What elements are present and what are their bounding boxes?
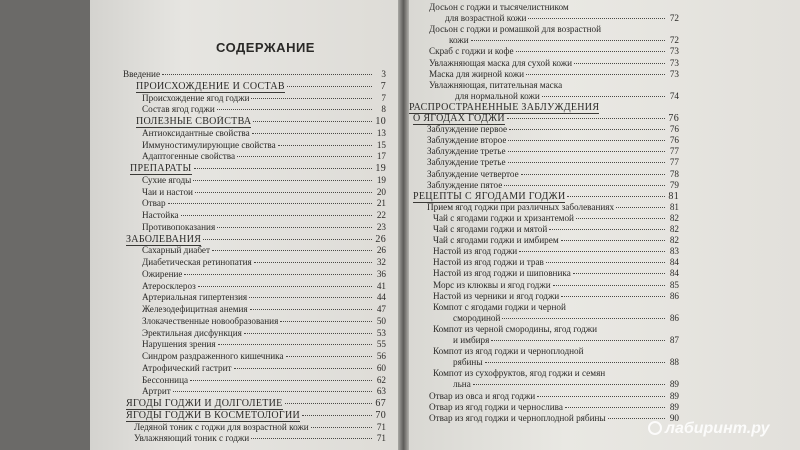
toc-leader-dots <box>508 151 665 152</box>
toc-leader-dots <box>519 251 665 252</box>
toc-entry-title: Ледяной тоник с годжи для возрастной кожи <box>134 421 309 432</box>
toc-page-number: 7 <box>380 80 386 92</box>
toc-page-number: 87 <box>669 335 679 345</box>
toc-entry-title: ПОЛЕЗНЫЕ СВОЙСТВА <box>136 116 252 127</box>
toc-leader-dots <box>254 262 372 263</box>
toc-entry-title: Компот из ягод годжи и черноплодной <box>433 346 584 357</box>
toc-entry-title: Злокачественные новообразования <box>142 315 279 326</box>
toc-entry-title: Настой из ягод годжи и шиповника <box>433 268 571 279</box>
toc-entry-title: Заблуждение пятое <box>427 179 503 190</box>
toc-entry-title: Морс из клюквы и ягод годжи <box>433 279 551 290</box>
toc-entry <box>433 246 679 257</box>
toc-leader-dots <box>249 297 372 298</box>
toc-entry <box>134 422 386 433</box>
toc-entry <box>142 151 386 162</box>
toc-entry-title: Прием ягод годжи при различных заболеваниях <box>427 201 615 212</box>
toc-entry <box>142 140 386 151</box>
labirint-logo-icon <box>648 421 662 435</box>
toc-entry-title: Синдром раздраженного кишечника <box>142 351 284 361</box>
toc-entry-title: РАСПРОСТРАНЕННЫЕ ЗАБЛУЖДЕНИЯ <box>409 101 600 113</box>
toc-entry-title: Чай с ягодами годжи и мятой <box>433 224 548 234</box>
toc-leader-dots <box>181 215 372 216</box>
toc-leader-dots <box>508 140 665 141</box>
toc-page-number: 60 <box>376 362 386 373</box>
toc-entry <box>427 169 679 180</box>
toc-leader-dots <box>549 229 665 230</box>
toc-entry <box>433 268 679 279</box>
toc-leader-dots <box>485 362 665 363</box>
toc-entry-title: Чай с ягодами годжи и хризантемой <box>433 212 574 223</box>
toc-page-number: 23 <box>376 221 386 232</box>
toc-entry-title: Диабетическая ретинопатия <box>142 257 252 267</box>
toc-leader-dots <box>561 296 665 297</box>
toc-entry-title: Скраб с годжи и кофе <box>429 46 514 57</box>
toc-entry <box>134 433 386 444</box>
toc-entry-title: Иммуностимулирующие свойства <box>142 139 276 150</box>
page-title: СОДЕРЖАНИЕ <box>216 40 315 55</box>
toc-page-number: 3 <box>381 69 386 79</box>
toc-page-number: 62 <box>376 374 386 385</box>
toc-leader-dots <box>471 40 665 41</box>
toc-page-number: 71 <box>376 421 386 432</box>
toc-entry <box>427 202 679 213</box>
toc-entry-title: Отвар <box>142 198 166 209</box>
toc-leader-dots <box>537 396 665 397</box>
toc-entry-title: Заблуждение третье <box>427 146 506 157</box>
toc-leader-dots <box>526 74 665 75</box>
toc-leader-dots <box>251 98 372 99</box>
toc-entry-title: Заблуждение первое <box>427 124 508 135</box>
toc-leader-dots <box>244 333 372 334</box>
toc-entry-title: Настой из ягод годжи и трав <box>433 257 544 268</box>
toc-entry <box>449 35 679 46</box>
toc-page-number: 76 <box>669 124 679 135</box>
toc-page-number: 82 <box>669 212 679 223</box>
toc-page-number: 83 <box>669 246 679 257</box>
toc-entry <box>433 302 679 313</box>
toc-entry-title: РЕЦЕПТЫ С ЯГОДАМИ ГОДЖИ <box>413 190 566 202</box>
left-page <box>90 0 398 450</box>
toc-entry-title: Артериальная гипертензия <box>142 292 248 303</box>
toc-page-number: 86 <box>669 290 679 301</box>
toc-entry <box>453 335 679 346</box>
toc-entry-title: и имбиря <box>453 335 490 345</box>
toc-entry-title: Нарушения зрения <box>142 339 216 350</box>
toc-entry <box>126 398 386 410</box>
toc-entry-title: ЯГОДЫ ГОДЖИ И ДОЛГОЛЕТИЕ <box>126 398 283 409</box>
toc-entry-title: Заблуждение четвертое <box>427 168 519 179</box>
toc-page-number: 41 <box>376 280 386 291</box>
toc-leader-dots <box>286 356 372 357</box>
toc-leader-dots <box>217 227 372 228</box>
toc-leader-dots <box>521 174 665 175</box>
toc-page-number: 55 <box>376 339 386 350</box>
toc-entry <box>142 257 386 268</box>
toc-entry <box>453 313 679 324</box>
toc-leader-dots <box>194 168 373 169</box>
toc-page-number: 73 <box>669 57 679 68</box>
toc-page-number: 89 <box>669 401 679 412</box>
toc-leader-dots <box>553 285 665 286</box>
toc-page-number: 78 <box>669 168 679 179</box>
toc-entry <box>136 81 386 93</box>
toc-entry-title: Сухие ягоды <box>142 174 192 185</box>
toc-right-column <box>409 0 800 450</box>
toc-entry <box>136 116 386 128</box>
toc-leader-dots <box>162 74 372 75</box>
toc-leader-dots <box>576 218 665 219</box>
toc-entry-title: Артрит <box>142 386 171 397</box>
toc-leader-dots <box>509 129 665 130</box>
toc-entry-title: Атеросклероз <box>142 280 196 291</box>
toc-entry-title: Сахарный диабет <box>142 245 210 256</box>
toc-entry <box>433 224 679 235</box>
toc-leader-dots <box>193 180 372 181</box>
toc-leader-dots <box>195 192 372 193</box>
toc-entry <box>453 379 679 390</box>
toc-entry <box>429 46 679 57</box>
toc-leader-dots <box>546 262 665 263</box>
toc-page-number: 53 <box>376 327 386 338</box>
toc-entry <box>142 104 386 115</box>
toc-entry-title: Досьон с годжи и тысячелистником <box>429 2 569 12</box>
toc-leader-dots <box>173 391 372 392</box>
toc-entry <box>433 368 679 379</box>
toc-page-number: 73 <box>669 68 679 79</box>
toc-leader-dots <box>168 203 372 204</box>
toc-entry <box>142 386 386 397</box>
toc-leader-dots <box>198 286 372 287</box>
toc-page-number: 77 <box>669 157 679 168</box>
toc-entry-title: Введение <box>123 69 161 79</box>
toc-page-number: 88 <box>669 357 679 368</box>
toc-page-number: 7 <box>381 92 386 103</box>
toc-entry <box>433 213 679 224</box>
toc-page-number: 76 <box>669 135 679 146</box>
toc-page-number: 19 <box>376 174 386 185</box>
toc-entry-title: Чай с ягодами годжи и имбирем <box>433 235 559 246</box>
toc-entry <box>433 324 679 335</box>
toc-page-number: 74 <box>669 90 679 101</box>
toc-page-number: 26 <box>375 233 386 245</box>
toc-entry <box>142 175 386 186</box>
toc-entry <box>142 375 386 386</box>
toc-entry <box>455 91 679 102</box>
toc-page-number: 32 <box>376 257 386 267</box>
toc-entry-title: Противопоказания <box>142 221 216 232</box>
toc-entry-title: рябины <box>453 357 483 368</box>
toc-leader-dots <box>237 156 372 157</box>
toc-leader-dots <box>280 321 372 322</box>
toc-entry <box>142 245 386 256</box>
toc-leader-dots <box>542 96 665 97</box>
toc-entry <box>142 210 386 221</box>
toc-entry <box>142 187 386 198</box>
toc-leader-dots <box>608 418 665 419</box>
toc-entry <box>142 198 386 209</box>
toc-entry <box>142 281 386 292</box>
toc-leader-dots <box>508 162 665 163</box>
toc-leader-dots <box>203 239 372 240</box>
toc-page-number: 56 <box>376 351 386 361</box>
toc-leader-dots <box>516 51 665 52</box>
toc-leader-dots <box>491 340 665 341</box>
toc-page-number: 84 <box>669 268 679 279</box>
toc-leader-dots <box>287 86 372 87</box>
toc-entry-title: льна <box>453 379 471 390</box>
toc-page-number: 86 <box>669 312 679 323</box>
toc-leader-dots <box>561 240 665 241</box>
toc-entry-title: Отвар из ягод годжи и чернослива <box>429 401 563 412</box>
toc-leader-dots <box>502 318 665 319</box>
toc-entry-title: Настойка <box>142 210 179 220</box>
toc-entry-title: для нормальной кожи <box>455 90 540 101</box>
toc-entry-title: смородиной <box>453 312 501 323</box>
toc-entry <box>126 234 386 246</box>
toc-page-number: 15 <box>376 139 386 150</box>
toc-leader-dots <box>217 109 372 110</box>
toc-entry <box>429 402 679 413</box>
toc-entry-title: Компот из черной смородины, ягод годжи <box>433 323 598 334</box>
toc-entry <box>142 316 386 327</box>
toc-leader-dots <box>565 407 665 408</box>
toc-entry-title: О ЯГОДАХ ГОДЖИ <box>413 113 505 124</box>
toc-page-number: 82 <box>669 224 679 234</box>
toc-leader-dots <box>311 427 372 428</box>
toc-page-number: 71 <box>376 433 386 444</box>
toc-page-number: 77 <box>669 146 679 157</box>
watermark <box>648 420 769 438</box>
toc-leader-dots <box>278 145 372 146</box>
toc-page-number: 50 <box>376 315 386 326</box>
toc-leader-dots <box>574 63 665 64</box>
toc-entry <box>123 69 386 80</box>
toc-entry-title: Атрофический гастрит <box>142 362 232 373</box>
toc-entry <box>427 157 679 168</box>
toc-entry <box>429 80 679 91</box>
toc-entry <box>433 291 679 302</box>
toc-entry-title: Эректильная дисфункция <box>142 327 242 338</box>
toc-entry-title: Ожирение <box>142 268 183 279</box>
toc-page-number: 84 <box>669 257 679 268</box>
toc-entry <box>142 328 386 339</box>
toc-entry <box>427 146 679 157</box>
toc-entry-title: Увлажняющая маска для сухой кожи <box>429 57 572 68</box>
toc-leader-dots <box>184 274 372 275</box>
toc-leader-dots <box>567 196 665 197</box>
toc-leader-dots <box>253 121 372 122</box>
toc-page-number: 26 <box>376 245 386 256</box>
toc-entry <box>142 292 386 303</box>
toc-page-number: 90 <box>669 412 679 423</box>
toc-entry <box>126 410 386 422</box>
toc-leader-dots <box>507 118 665 119</box>
toc-entry <box>433 346 679 357</box>
toc-entry <box>142 269 386 280</box>
toc-entry-title: ЗАБОЛЕВАНИЯ <box>126 233 202 245</box>
toc-leader-dots <box>250 309 372 310</box>
toc-leader-dots <box>212 250 372 251</box>
toc-entry <box>433 235 679 246</box>
toc-entry-title: для возрастной кожи <box>445 13 527 24</box>
toc-page-number: 89 <box>669 390 679 401</box>
toc-page-number: 82 <box>669 235 679 246</box>
toc-entry-title: Бессонница <box>142 374 189 385</box>
toc-entry-title: Происхождение ягод годжи <box>142 92 250 103</box>
toc-entry-title: Увлажняющая, питательная маска <box>429 79 563 90</box>
toc-page-number: 13 <box>376 127 386 138</box>
toc-leader-dots <box>285 403 372 404</box>
toc-entry <box>142 304 386 315</box>
watermark-text: лабиринт.ру <box>665 420 770 437</box>
toc-entry <box>130 163 386 175</box>
toc-entry-title: ПРОИСХОЖДЕНИЕ И СОСТАВ <box>136 80 285 92</box>
toc-entry-title: Компот с ягодами годжи и черной <box>433 301 566 312</box>
toc-page-number: 19 <box>375 163 386 174</box>
toc-entry <box>142 93 386 104</box>
toc-page-number: 79 <box>669 179 679 190</box>
toc-entry <box>142 363 386 374</box>
toc-leader-dots <box>504 185 665 186</box>
toc-page-number: 17 <box>376 151 386 162</box>
toc-page-number: 76 <box>668 113 679 124</box>
toc-page-number: 21 <box>376 198 386 209</box>
toc-entry-title: Досьон с годжи и ромашкой для возрастной <box>429 24 602 35</box>
toc-entry <box>427 124 679 135</box>
toc-entry-title: Заблуждение второе <box>427 135 507 146</box>
toc-entry <box>429 413 679 424</box>
toc-entry-title: ЯГОДЫ ГОДЖИ В КОСМЕТОЛОГИИ <box>126 409 301 421</box>
toc-entry-title: Состав ягод годжи <box>142 104 215 115</box>
toc-leader-dots <box>252 133 372 134</box>
toc-page-number: 89 <box>669 379 679 390</box>
toc-entry <box>453 357 679 368</box>
toc-entry-title: ПРЕПАРАТЫ <box>130 163 192 174</box>
toc-entry <box>429 58 679 69</box>
toc-entry-title: Отвар из ягод годжи и черноплодной рябины <box>429 412 606 423</box>
toc-leader-dots <box>234 368 372 369</box>
toc-entry <box>429 69 679 80</box>
toc-leader-dots <box>302 415 372 416</box>
toc-entry <box>433 257 679 268</box>
toc-page-number: 85 <box>669 279 679 290</box>
toc-entry-title: Адаптогенные свойства <box>142 151 236 162</box>
toc-entry <box>142 351 386 362</box>
toc-leader-dots <box>473 384 665 385</box>
toc-leader-dots <box>528 18 665 19</box>
toc-page-number: 44 <box>376 292 386 303</box>
toc-page-number: 81 <box>669 201 679 212</box>
toc-entry <box>142 339 386 350</box>
toc-entry <box>445 13 679 24</box>
toc-entry-title: Заблуждение третье <box>427 157 506 168</box>
book-gutter <box>398 0 409 450</box>
toc-entry <box>433 280 679 291</box>
toc-entry <box>142 128 386 139</box>
toc-entry-title: Маска для жирной кожи <box>429 68 525 79</box>
toc-entry-title: кожи <box>449 35 469 46</box>
toc-page-number: 8 <box>381 104 386 115</box>
toc-page-number: 73 <box>669 46 679 57</box>
toc-entry-title: Чаи и настои <box>142 186 193 197</box>
toc-page-number: 47 <box>376 304 386 314</box>
toc-page-number: 63 <box>376 386 386 397</box>
toc-leader-dots <box>190 380 372 381</box>
toc-entry <box>142 222 386 233</box>
toc-entry-title: Отвар из овса и ягод годжи <box>429 390 536 401</box>
toc-page-number: 70 <box>375 409 386 421</box>
toc-entry <box>429 24 679 35</box>
toc-entry-title: Настой из черники и ягод годжи <box>433 290 560 301</box>
toc-entry-title: Увлажняющий тоник с годжи <box>134 433 250 444</box>
toc-page-number: 72 <box>669 35 679 46</box>
toc-page-number: 72 <box>669 13 679 24</box>
toc-entry <box>427 180 679 191</box>
toc-entry <box>429 391 679 402</box>
toc-leader-dots <box>573 273 665 274</box>
toc-page-number: 10 <box>375 116 386 127</box>
toc-leader-dots <box>251 438 372 439</box>
toc-entry <box>427 135 679 146</box>
toc-page-number: 67 <box>375 398 386 409</box>
toc-page-number: 20 <box>376 186 386 197</box>
toc-entry <box>429 2 679 13</box>
toc-page-number: 36 <box>376 268 386 279</box>
toc-entry-title: Компот из сухофруктов, ягод годжи и семян <box>433 368 606 379</box>
toc-entry-title: Железодефицитная анемия <box>142 304 248 314</box>
toc-left-column <box>90 0 398 450</box>
toc-entry-title: Настой из ягод годжи <box>433 246 518 257</box>
toc-leader-dots <box>616 207 665 208</box>
toc-page-number: 81 <box>668 190 679 202</box>
toc-entry-title: Антиоксидантные свойства <box>142 127 250 138</box>
toc-leader-dots <box>218 344 372 345</box>
toc-page-number: 22 <box>376 210 386 220</box>
right-page <box>409 0 800 450</box>
